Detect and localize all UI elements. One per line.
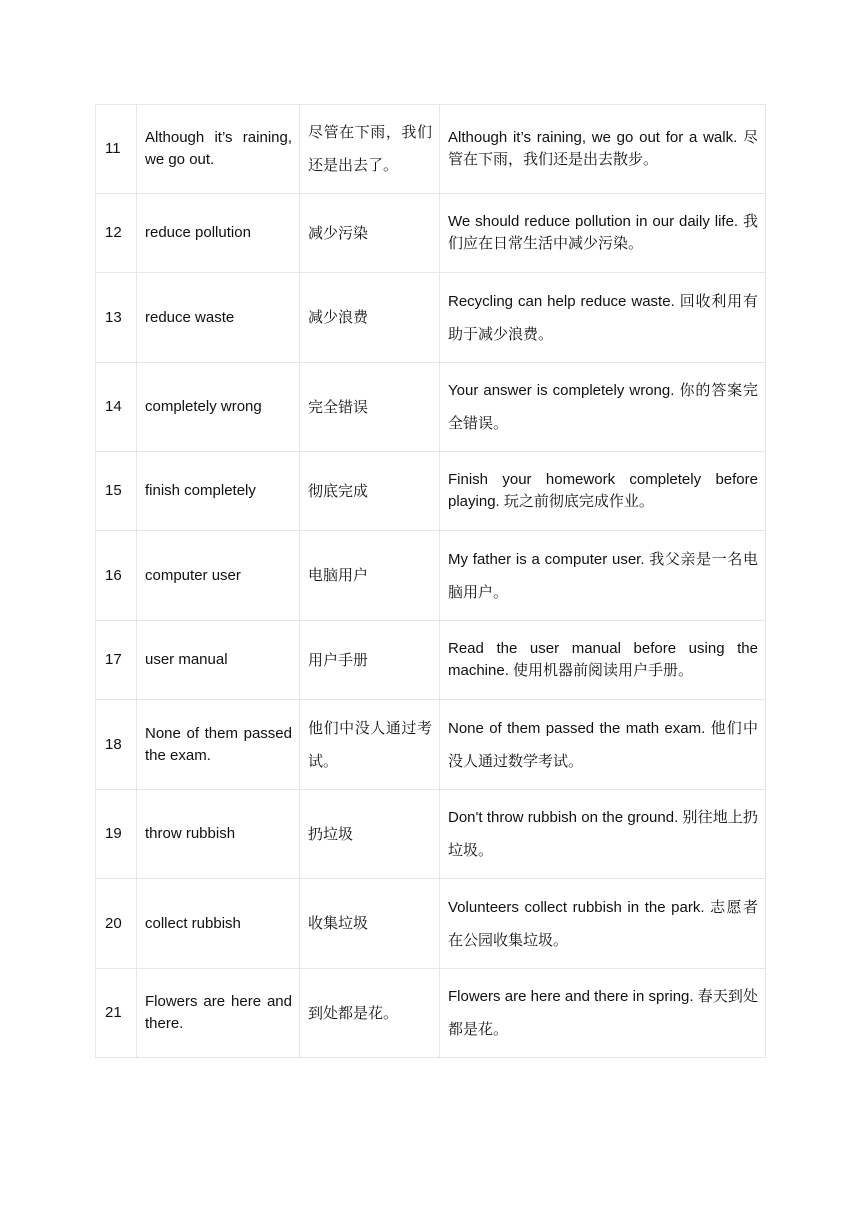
meaning-cell: 到处都是花。: [300, 969, 440, 1058]
meaning-cell: 扔垃圾: [300, 790, 440, 879]
row-number: 19: [96, 790, 137, 879]
vocabulary-table: [95, 104, 766, 1058]
example-cell: Recycling can help reduce waste. 回收利用有助于减少浪费。: [440, 273, 766, 363]
table-row: [96, 105, 766, 194]
table-row: [96, 700, 766, 790]
example-cell: Your answer is completely wrong. 你的答案完全错误。: [440, 363, 766, 452]
row-number: 16: [96, 531, 137, 621]
example-cell: Volunteers collect rubbish in the park. 志愿者在公园收集垃圾。: [440, 879, 766, 969]
table-row: [96, 452, 766, 531]
example-cell: Finish your homework completely before playing. 玩之前彻底完成作业。: [440, 452, 766, 531]
meaning-cell: 他们中没人通过考试。: [300, 700, 440, 790]
phrase-cell: None of them passed the exam.: [137, 700, 300, 790]
example-cell: Flowers are here and there in spring. 春天到处都是花。: [440, 969, 766, 1058]
phrase-cell: computer user: [137, 531, 300, 621]
table-row: [96, 879, 766, 969]
row-number: 17: [96, 621, 137, 700]
row-number: 18: [96, 700, 137, 790]
row-number: 13: [96, 273, 137, 363]
phrase-cell: finish completely: [137, 452, 300, 531]
example-cell: My father is a computer user. 我父亲是一名电脑用户。: [440, 531, 766, 621]
row-number: 12: [96, 194, 137, 273]
row-number: 21: [96, 969, 137, 1058]
table-row: [96, 790, 766, 879]
phrase-cell: reduce pollution: [137, 194, 300, 273]
row-number: 14: [96, 363, 137, 452]
meaning-cell: 用户手册: [300, 621, 440, 700]
phrase-cell: throw rubbish: [137, 790, 300, 879]
meaning-cell: 减少浪费: [300, 273, 440, 363]
table-row: [96, 194, 766, 273]
phrase-cell: user manual: [137, 621, 300, 700]
meaning-cell: 收集垃圾: [300, 879, 440, 969]
meaning-cell: 电脑用户: [300, 531, 440, 621]
row-number: 15: [96, 452, 137, 531]
table-row: [96, 531, 766, 621]
row-number: 20: [96, 879, 137, 969]
table-row: [96, 363, 766, 452]
meaning-cell: 完全错误: [300, 363, 440, 452]
phrase-cell: Although it’s raining, we go out.: [137, 105, 300, 194]
meaning-cell: 减少污染: [300, 194, 440, 273]
example-cell: None of them passed the math exam. 他们中没人通过数学考试。: [440, 700, 766, 790]
example-cell: Although it’s raining, we go out for a walk. 尽管在下雨，我们还是出去散步。: [440, 105, 766, 194]
phrase-cell: collect rubbish: [137, 879, 300, 969]
phrase-cell: Flowers are here and there.: [137, 969, 300, 1058]
meaning-cell: 彻底完成: [300, 452, 440, 531]
table-row: [96, 273, 766, 363]
row-number: 11: [96, 105, 137, 194]
phrase-cell: completely wrong: [137, 363, 300, 452]
table-row: [96, 969, 766, 1058]
meaning-cell: 尽管在下雨，我们还是出去了。: [300, 105, 440, 194]
example-cell: Don't throw rubbish on the ground. 别往地上扔垃圾。: [440, 790, 766, 879]
phrase-cell: reduce waste: [137, 273, 300, 363]
table-row: [96, 621, 766, 700]
example-cell: Read the user manual before using the machine. 使用机器前阅读用户手册。: [440, 621, 766, 700]
example-cell: We should reduce pollution in our daily life. 我们应在日常生活中减少污染。: [440, 194, 766, 273]
